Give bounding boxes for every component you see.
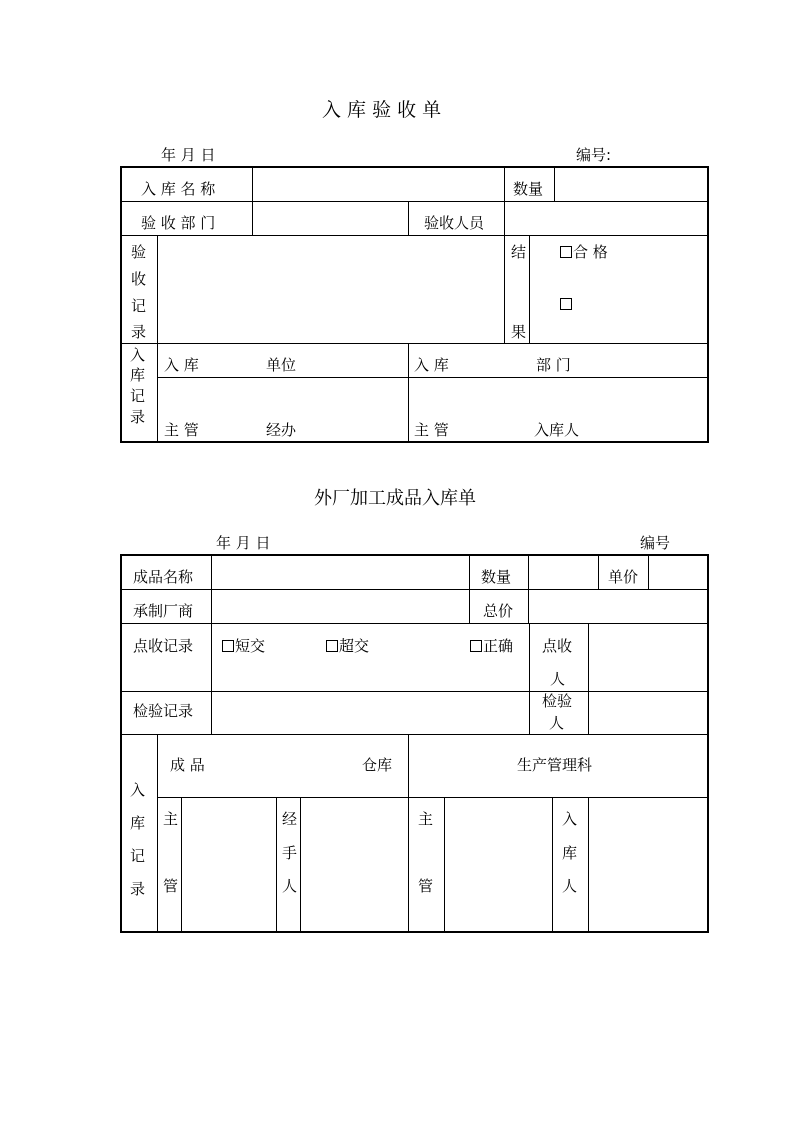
form1-date: 年 月 日	[161, 146, 216, 164]
form2-col-line-h	[157, 734, 158, 932]
form2-row-line-3	[121, 691, 708, 692]
form2-storage-char-1: 入	[130, 781, 146, 799]
form2-production-label: 生产管理科	[517, 756, 593, 774]
checkbox-icon[interactable]	[560, 298, 572, 310]
form1-record-char-1: 验	[131, 243, 147, 261]
form1-dept2-label: 部 门	[536, 356, 571, 374]
form1-blank-option[interactable]	[560, 297, 573, 312]
form1-row-line-4	[157, 377, 708, 378]
form1-col-line-c	[554, 167, 555, 201]
checkbox-icon[interactable]	[470, 640, 482, 652]
form2-border-top	[120, 554, 709, 556]
form2-col-line-o	[588, 797, 589, 932]
form2-col-line-a	[211, 555, 212, 734]
checkbox-icon[interactable]	[222, 640, 234, 652]
form2-supervisor2-char-1: 主	[418, 810, 434, 828]
form2-col-line-f	[529, 623, 530, 734]
form2-short-label: 短交	[235, 637, 266, 655]
form2-row-line-1	[121, 589, 708, 590]
form2-row-line-4	[121, 734, 708, 735]
checkbox-icon[interactable]	[326, 640, 338, 652]
form2-col-line-k	[276, 797, 277, 932]
form2-stocker-char-2: 库	[562, 844, 578, 862]
form1-border-bottom	[120, 441, 709, 443]
form1-border-top	[120, 166, 709, 168]
form2-col-line-i	[408, 734, 409, 932]
form2-col-line-n	[552, 797, 553, 932]
form2-supervisor-char-1: 主	[163, 810, 179, 828]
form1-inspector-label: 验收人员	[424, 214, 485, 232]
form1-pass-option[interactable]	[560, 245, 608, 260]
form1-in-label-2: 入 库	[414, 356, 449, 374]
form2-number-label: 编号	[640, 534, 671, 552]
form2-factory-label: 承制厂商	[133, 602, 194, 620]
form1-supervisor2-label: 主 管	[414, 421, 449, 439]
form1-in-label: 入 库	[164, 356, 199, 374]
form1-name-label: 入 库 名 称	[141, 180, 216, 198]
form2-border-bottom	[120, 931, 709, 933]
form1-row-line-3	[121, 343, 708, 344]
form2-col-line-d	[598, 555, 599, 589]
form1-col-line-e	[157, 235, 158, 442]
form2-col-line-g	[588, 623, 589, 734]
form2-inspector-line-1: 检验	[542, 692, 573, 710]
form1-record-char-4: 录	[131, 323, 147, 341]
form1-col-line-d	[408, 201, 409, 235]
form2-col-line-j	[181, 797, 182, 932]
form2-handler-char-1: 经	[282, 810, 298, 828]
form2-storage-char-4: 录	[130, 880, 146, 898]
form1-number-label: 编号:	[576, 146, 612, 164]
form2-row-line-2	[121, 623, 708, 624]
form2-row-line-5	[157, 797, 708, 798]
form1-stocker-label: 入库人	[534, 421, 580, 439]
form2-storage-char-3: 记	[130, 847, 146, 865]
form2-col-line-e	[648, 555, 649, 589]
form1-result-char-2: 果	[511, 323, 527, 341]
form2-receiver-line-1: 点收	[542, 637, 573, 655]
form2-inspect-record-label: 检验记录	[133, 702, 194, 720]
form2-col-line-c	[528, 555, 529, 623]
form2-check-record-label: 点收记录	[133, 637, 194, 655]
form1-supervisor-label: 主 管	[164, 421, 199, 439]
form1-result-char-1: 结	[511, 243, 527, 261]
form2-title: 外厂加工成品入库单	[314, 488, 476, 509]
form2-storage-char-2: 库	[130, 814, 146, 832]
form2-date: 年 月 日	[216, 534, 271, 552]
form2-handler-char-2: 手	[282, 844, 298, 862]
form2-supervisor2-char-2: 管	[418, 877, 434, 895]
form1-unit-label: 单位	[266, 356, 297, 374]
form2-over-label: 超交	[339, 637, 370, 655]
form1-col-line-f	[529, 235, 530, 343]
form2-stocker-char-1: 入	[562, 810, 578, 828]
form1-record-char-3: 记	[131, 297, 147, 315]
form2-col-line-m	[444, 797, 445, 932]
form1-storage-char-3: 记	[130, 387, 146, 405]
form2-correct-label: 正确	[483, 637, 514, 655]
form2-handler-char-3: 人	[282, 877, 298, 895]
form1-border-left	[120, 166, 122, 443]
form2-over-option[interactable]	[326, 639, 369, 654]
form1-title: 入 库 验 收 单	[322, 99, 442, 121]
form1-border-right	[707, 166, 709, 443]
form1-dept-label: 验 收 部 门	[141, 214, 216, 232]
form1-col-line-a	[252, 167, 253, 235]
form2-col-line-b	[469, 555, 470, 623]
form2-border-left	[120, 554, 122, 933]
form2-col-line-l	[300, 797, 301, 932]
form2-product-name-label: 成品名称	[133, 568, 194, 586]
form1-col-line-b	[504, 167, 505, 343]
form2-total-label: 总价	[483, 602, 514, 620]
form1-quantity-label: 数量	[513, 180, 544, 198]
form2-correct-option[interactable]	[470, 639, 513, 654]
form1-storage-char-2: 库	[130, 366, 146, 384]
form1-pass-label: 合 格	[573, 243, 608, 261]
form2-product-label: 成 品	[170, 756, 205, 774]
form1-handler-label: 经办	[266, 421, 297, 439]
form2-inspector-line-2: 人	[549, 714, 565, 732]
form2-short-option[interactable]	[222, 639, 265, 654]
form2-border-right	[707, 554, 709, 933]
form2-receiver-line-2: 人	[550, 670, 566, 688]
form2-unit-price-label: 单价	[608, 568, 639, 586]
form2-supervisor-char-2: 管	[163, 877, 179, 895]
form2-warehouse-label: 仓库	[362, 756, 393, 774]
form1-storage-char-1: 入	[130, 346, 146, 364]
form1-col-line-g	[408, 343, 409, 442]
form1-record-char-2: 收	[131, 270, 147, 288]
form1-row-line-1	[121, 201, 708, 202]
form2-quantity-label: 数量	[481, 568, 512, 586]
checkbox-icon[interactable]	[560, 246, 572, 258]
form1-storage-char-4: 录	[130, 408, 146, 426]
form2-stocker-char-3: 人	[562, 877, 578, 895]
form1-row-line-2	[121, 235, 708, 236]
